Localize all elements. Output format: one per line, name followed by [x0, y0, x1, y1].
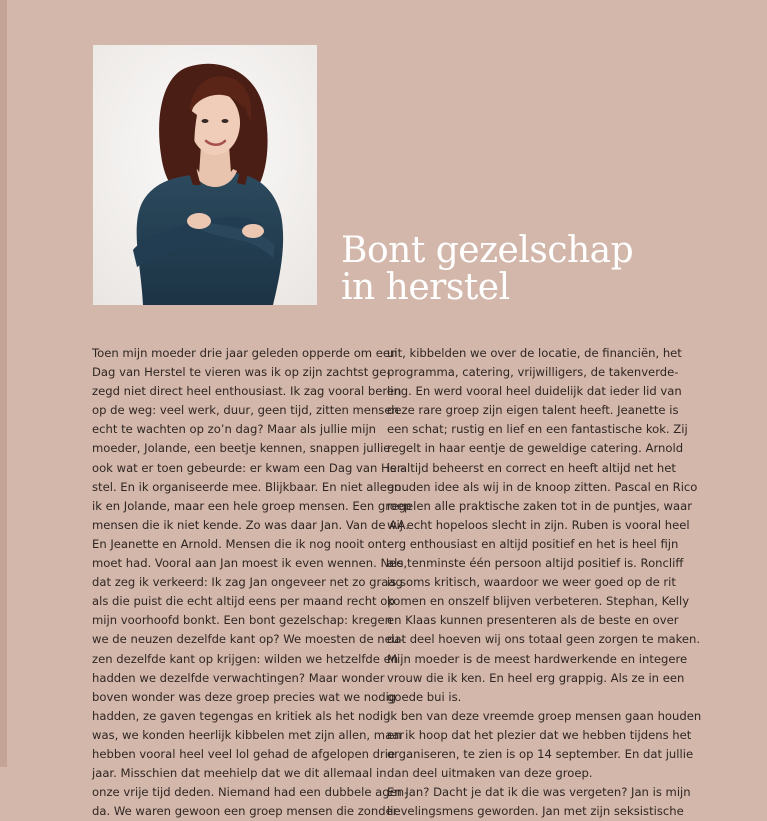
text-line: hadden, ze gaven tegengas en kritiek als het nodig: [92, 708, 391, 723]
text-line: organiseren, te zien is op 14 september. En dat jullie: [387, 746, 694, 761]
article-title: [341, 232, 633, 306]
text-line: moeder, Jolande, een beetje kennen, snappen jullie: [92, 441, 391, 456]
text-line: Toen mijn moeder drie jaar geleden opperde om een: [92, 346, 398, 360]
text-line: hebben vooral heel veel lol gehad de afgelopen drie: [92, 746, 396, 761]
text-line: zegd niet direct heel enthousiast. Ik zag vooral beren: [92, 384, 402, 399]
text-line: ling. En werd vooral heel duidelijk dat ieder lid van: [387, 384, 682, 399]
text-line: uit, kibbelden we over de locatie, de financiën, het: [387, 346, 682, 360]
text-line: Mijn moeder is de meest hardwerkende en integere: [387, 651, 688, 666]
text-line: is soms kritisch, waardoor we weer goed op de rit: [387, 575, 676, 590]
text-line: moet had. Vooral aan Jan moest ik even wennen. Nee,: [92, 556, 408, 571]
text-line: deze rare groep zijn eigen talent heeft. Jeanette is: [387, 403, 679, 418]
text-line: En Jan? Dacht je dat ik die was vergeten? Jan is mijn: [387, 785, 691, 800]
text-line: regelen alle praktische zaken tot in de puntjes, waar: [387, 498, 692, 513]
text-line: hadden we dezelfde verwachtingen? Maar wonder: [92, 670, 385, 685]
text-line: ik en Jolande, maar een hele groep mensen. Een groep: [92, 498, 412, 513]
page-edge: [0, 0, 7, 767]
text-line: op de weg: veel werk, duur, geen tijd, zitten mensen: [92, 403, 399, 418]
text-line: goede bui is.: [387, 689, 462, 704]
body-column-left: [92, 344, 412, 821]
text-line: dan deel uitmaken van deze groep.: [387, 766, 593, 781]
text-line: echt te wachten op zo’n dag? Maar als jullie mijn: [92, 422, 377, 437]
text-line: gouden idee als wij in de knoop zitten. Pascal en Rico: [387, 479, 698, 494]
text-line: was, we konden heerlijk kibbelen met zijn allen, maar: [92, 727, 405, 742]
text-line: onze vrije tijd deden. Niemand had een dubbele agen-: [92, 785, 409, 800]
text-line: programma, catering, vrijwilligers, de takenverde-: [387, 365, 679, 380]
text-line: ook wat er toen gebeurde: er kwam een Dag van Her-: [92, 460, 406, 475]
text-line: zen dezelfde kant op krijgen: wilden we hetzelfde en: [92, 651, 399, 666]
text-line: erg enthousiast en altijd positief en het is heel fijn: [387, 536, 679, 551]
text-line: als tenminste één persoon altijd positief is. Roncliff: [387, 556, 684, 571]
text-line: mensen die ik niet kende. Zo was daar Jan. Van de AA.: [92, 517, 409, 532]
text-line: komen en onszelf blijven verbeteren. Stephan, Kelly: [387, 594, 690, 609]
text-line: wij echt hopeloos slecht in zijn. Ruben is vooral heel: [387, 517, 690, 532]
text-line: dat zeg ik verkeerd: Ik zag Jan ongeveer net zo graag: [92, 575, 403, 590]
portrait-photo: [93, 45, 317, 305]
title-line: Bont gezelschap: [341, 230, 634, 271]
portrait-illustration: [93, 45, 317, 305]
text-line: da. We waren gewoon een groep mensen die zonder: [92, 804, 398, 819]
text-line: en Klaas kunnen presenteren als de beste en over: [387, 613, 679, 628]
text-line: dat deel hoeven wij ons totaal geen zorgen te maken.: [387, 632, 701, 647]
text-line: boven wonder was deze groep precies wat we nodig: [92, 689, 397, 704]
text-line: En Jeanette en Arnold. Mensen die ik nog nooit ont-: [92, 536, 391, 551]
text-line: mijn voorhoofd bonkt. Een bont gezelschap: kregen: [92, 613, 392, 628]
text-line: Dag van Herstel te vieren was ik op zijn zachtst ge-: [92, 365, 391, 380]
text-line: als die puist die echt altijd eens per maand recht op: [92, 594, 395, 609]
text-line: we de neuzen dezelfde kant op? We moesten de neu-: [92, 632, 404, 647]
text-line: een schat; rustig en lief en een fantastische kok. Zij: [387, 422, 688, 437]
text-line: Ik ben van deze vreemde groep mensen gaan houden: [387, 708, 702, 723]
text-line: jaar. Misschien dat meehielp dat we dit allemaal in: [92, 766, 387, 781]
body-column-right: [387, 344, 702, 821]
text-line: stel. En ik organiseerde mee. Blijkbaar. En niet alleen: [92, 479, 402, 494]
text-line: vrouw die ik ken. En heel erg grappig. Als ze in een: [387, 670, 685, 685]
text-line: lievelingsmens geworden. Jan met zijn seksistische: [387, 804, 684, 819]
title-line: in herstel: [341, 267, 510, 308]
text-line: regelt in haar eentje de geweldige catering. Arnold: [387, 441, 684, 456]
text-line: is altijd beheerst en correct en heeft altijd net het: [387, 460, 676, 475]
text-line: en ik hoop dat het plezier dat we hebben tijdens het: [387, 727, 692, 742]
